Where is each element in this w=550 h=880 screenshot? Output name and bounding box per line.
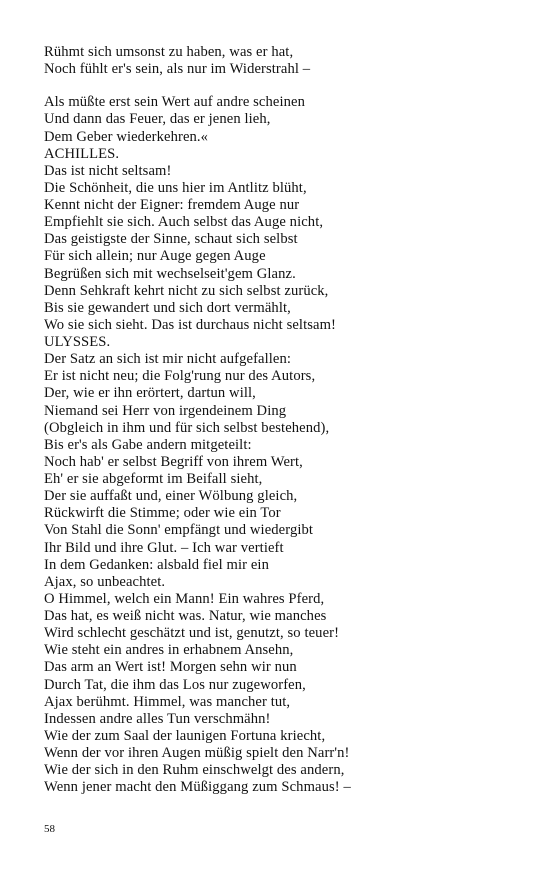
verse-line: Ajax berühmt. Himmel, was mancher tut, <box>44 693 291 710</box>
verse-line: Das ist nicht seltsam! <box>44 162 172 179</box>
verse-line: Wie steht ein andres in erhabnem Ansehn, <box>44 642 294 659</box>
verse-line: Als müßte erst sein Wert auf andre scheinen <box>44 94 306 111</box>
verse-line: Ajax, so unbeachtet. <box>44 573 166 590</box>
verse-line: Von Stahl die Sonn' empfängt und wiedergibt <box>44 522 314 539</box>
verse-line: Der sie auffaßt und, einer Wölbung gleich, <box>44 488 298 505</box>
verse-line: Durch Tat, die ihm das Los nur zugeworfen, <box>44 676 306 693</box>
verse-line: Wenn jener macht den Müßiggang zum Schmaus! – <box>44 779 351 796</box>
verse-line: Und dann das Feuer, das er jenen lieh, <box>44 111 271 128</box>
verse-line: Rühmt sich umsonst zu haben, was er hat, <box>44 44 294 60</box>
verse-line: O Himmel, welch ein Mann! Ein wahres Pferd, <box>44 590 325 607</box>
page-number: 58 <box>44 823 55 835</box>
verse-line: Wie der zum Saal der launigen Fortuna kriecht, <box>44 727 326 744</box>
verse-line: Dem Geber wiederkehren.« <box>44 128 209 145</box>
verse-line: Denn Sehkraft kehrt nicht zu sich selbst zurück, <box>44 282 329 299</box>
verse-line: Das hat, es weiß nicht was. Natur, wie manches <box>44 608 327 624</box>
speaker-name: ACHILLES. <box>44 145 120 162</box>
verse-line: Das geistigste der Sinne, schaut sich selbst <box>44 231 298 248</box>
verse-line: Rückwirft die Stimme; oder wie ein Tor <box>44 505 281 522</box>
verse-line: Wenn der vor ihren Augen müßig spielt den Narr'n! <box>44 745 350 761</box>
stanza <box>44 44 524 78</box>
verse-line: Der, wie er ihn erörtert, dartun will, <box>44 385 256 402</box>
verse-line: Die Schönheit, die uns hier im Antlitz blüht, <box>44 179 307 196</box>
verse-line: In dem Gedanken: alsbald fiel mir ein <box>44 556 269 573</box>
verse-line: Der Satz an sich ist mir nicht aufgefallen: <box>44 351 292 368</box>
stanza <box>44 94 524 796</box>
speaker-name: ULYSSES. <box>44 334 111 350</box>
verse-line: Wo sie sich sieht. Das ist durchaus nicht seltsam! <box>44 316 336 333</box>
verse-line: Für sich allein; nur Auge gegen Auge <box>44 248 266 265</box>
verse-line: Bis er's als Gabe andern mitgeteilt: <box>44 436 252 453</box>
verse-line: Noch fühlt er's sein, als nur im Widerstrahl – <box>44 61 311 78</box>
verse-line: Begrüßen sich mit wechselseit'gem Glanz. <box>44 265 296 282</box>
verse-line: Empfiehlt sie sich. Auch selbst das Auge nicht, <box>44 214 324 231</box>
verse-line: Eh' er sie abgeformt im Beifall sieht, <box>44 471 263 487</box>
verse-line: Das arm an Wert ist! Morgen sehn wir nun <box>44 659 297 676</box>
poem-text <box>44 44 524 796</box>
verse-line: Er ist nicht neu; die Folg'rung nur des Autors, <box>44 368 316 385</box>
verse-line: Wird schlecht geschätzt und ist, genutzt, so teuer! <box>44 625 340 642</box>
verse-line: (Obgleich in ihm und für sich selbst bestehend), <box>44 419 330 436</box>
verse-line: Indessen andre alles Tun verschmähn! <box>44 710 271 727</box>
verse-line: Kennt nicht der Eigner: fremdem Auge nur <box>44 197 300 213</box>
verse-line: Ihr Bild und ihre Glut. – Ich war vertieft <box>44 539 284 556</box>
verse-line: Wie der sich in den Ruhm einschwelgt des andern, <box>44 762 345 779</box>
verse-line: Niemand sei Herr von irgendeinem Ding <box>44 402 287 419</box>
verse-line: Noch hab' er selbst Begriff von ihrem Wert, <box>44 453 303 470</box>
verse-line: Bis sie gewandert und sich dort vermählt, <box>44 299 291 316</box>
